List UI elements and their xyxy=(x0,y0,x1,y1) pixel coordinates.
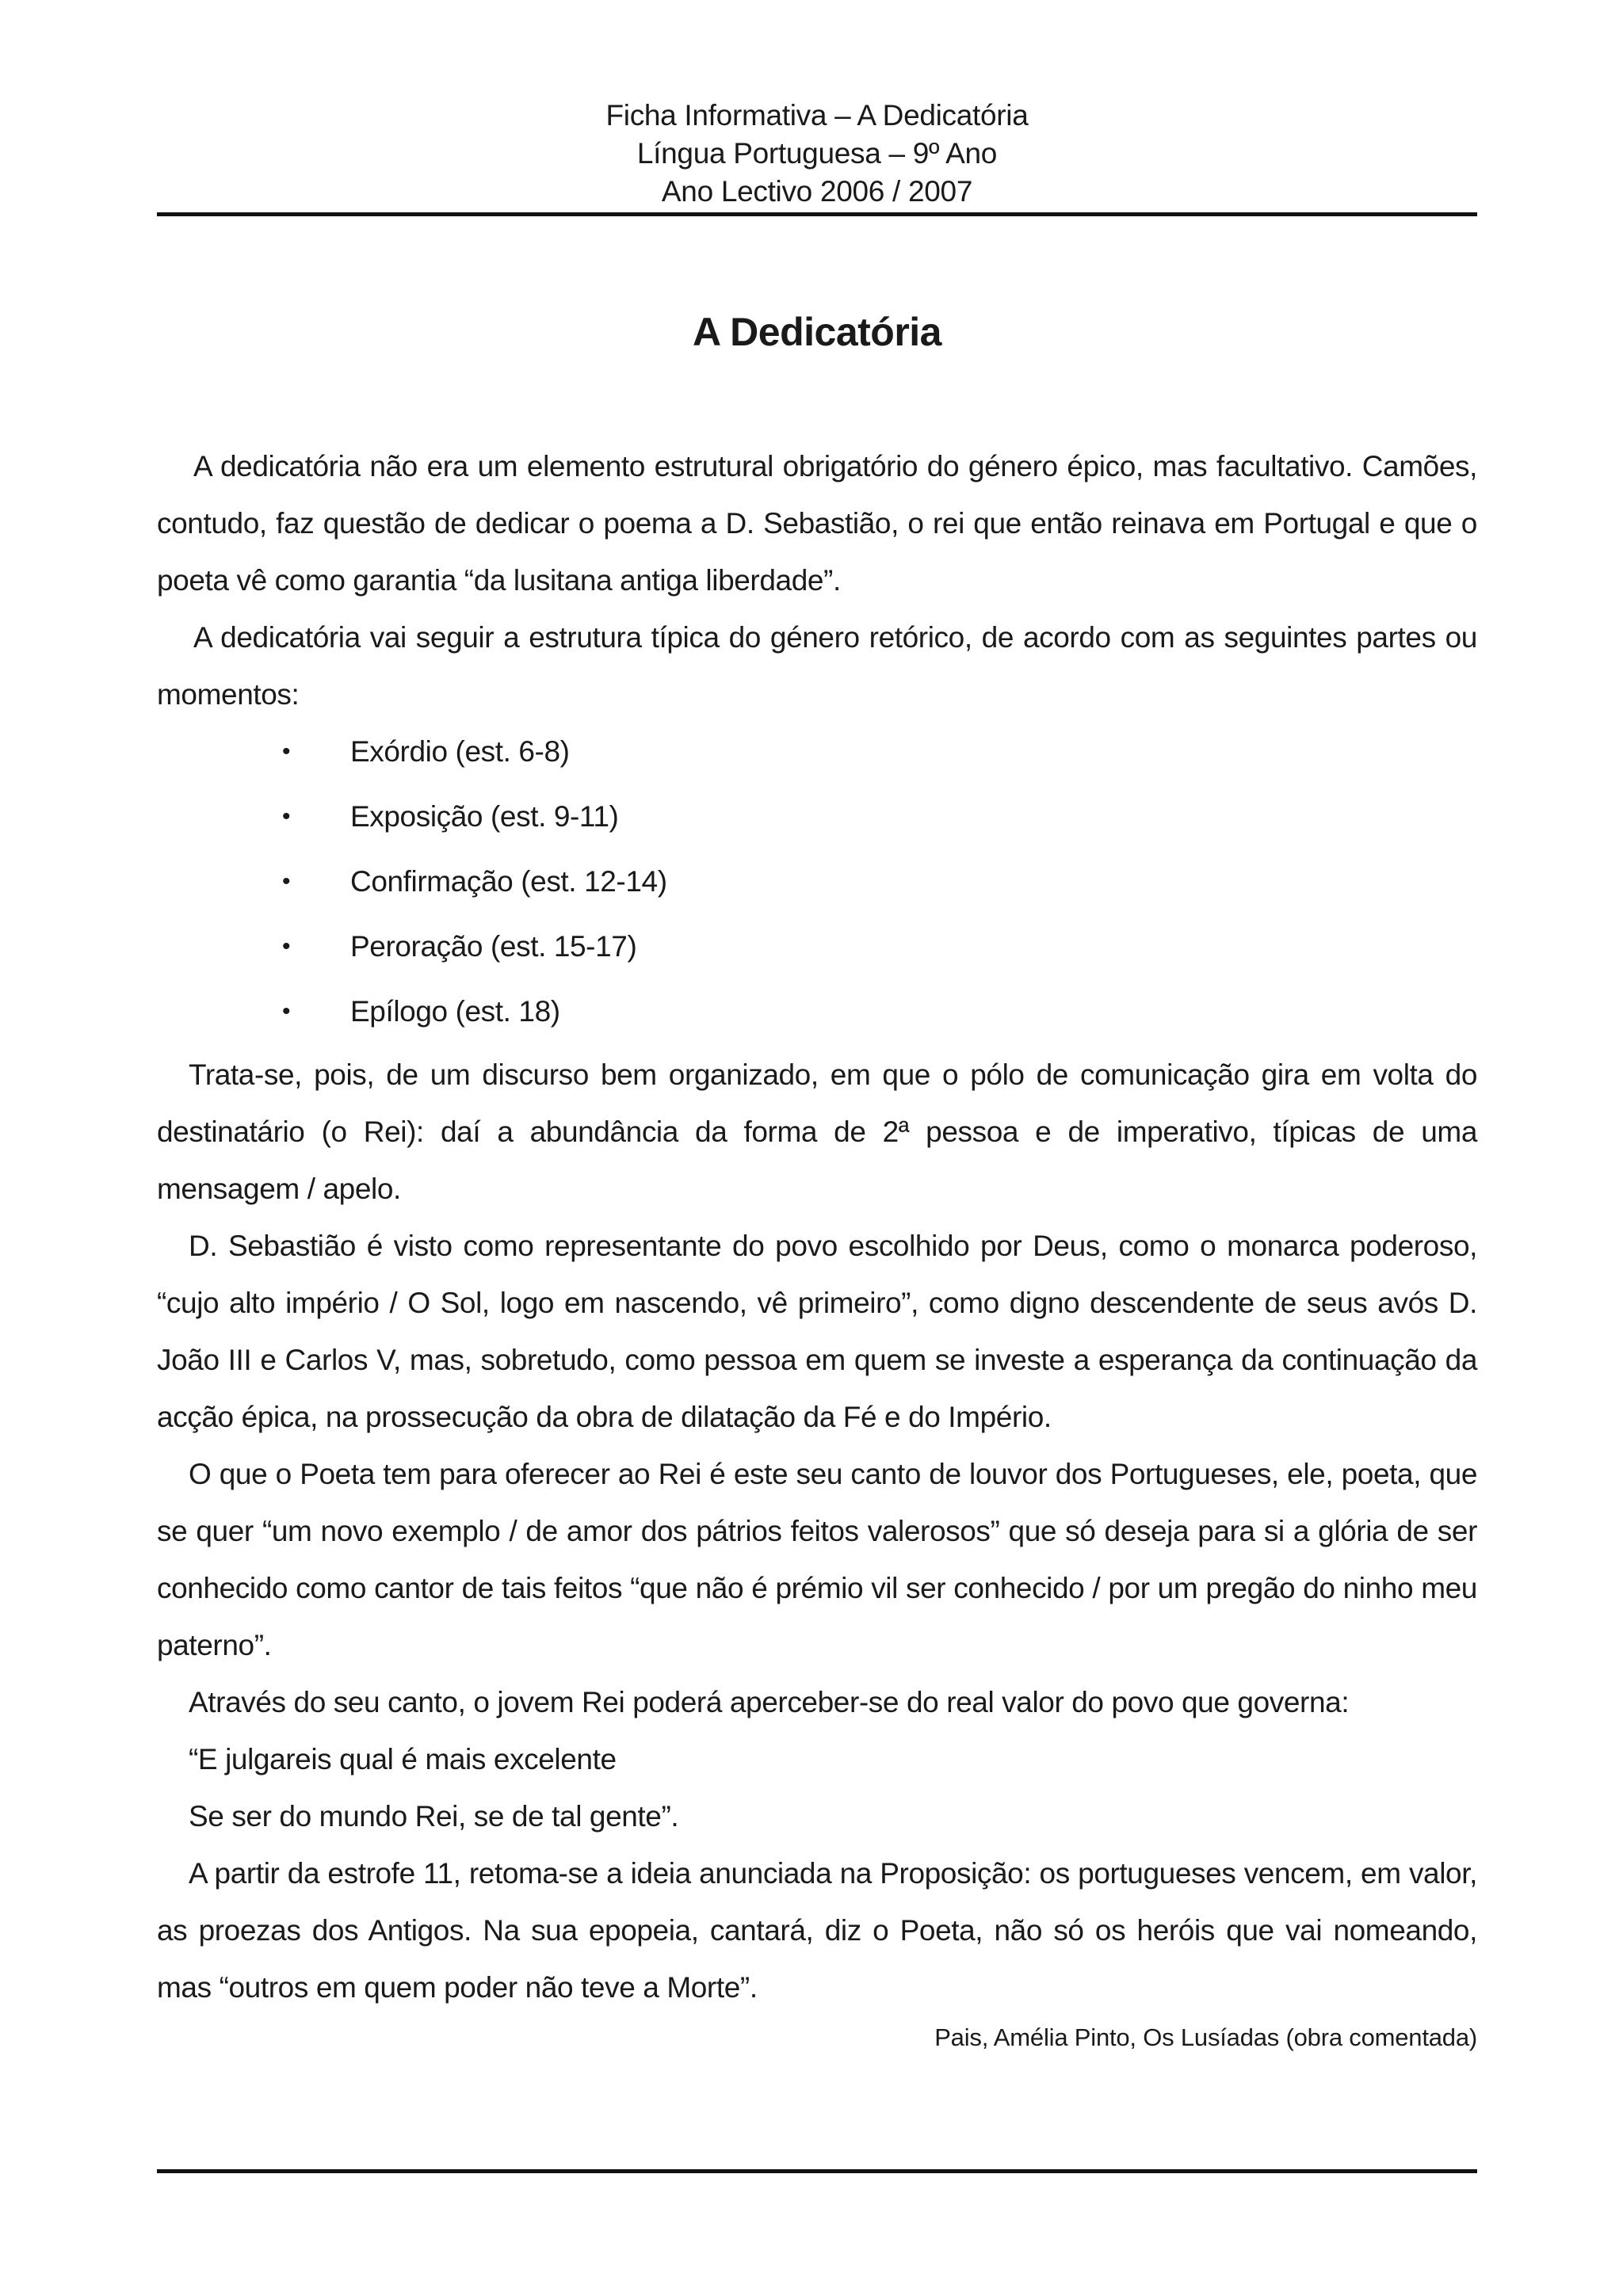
bullet-icon: • xyxy=(281,998,291,1024)
header-subject: Língua Portuguesa – 9º Ano xyxy=(636,137,998,170)
header-school-year: Ano Lectivo 2006 / 2007 xyxy=(661,175,973,208)
list-item-text: Peroração (est. 15-17) xyxy=(350,930,637,963)
list-item xyxy=(157,793,1477,858)
document-body xyxy=(157,438,1477,2059)
list-item xyxy=(157,988,1477,1053)
rhetorical-parts-list xyxy=(157,728,1477,1053)
list-item-text: Epílogo (est. 18) xyxy=(350,995,560,1028)
paragraph-strophe-11: A partir da estrofe 11, retoma-se a ideia anunciada na Proposição: os portugueses vencem, em valor, as proezas dos Antigos. Na sua epopeia, cantará, diz o Poeta, não só os heróis que vai nomeando, mas “outros em quem poder não teve a Morte”. xyxy=(157,1857,1477,2004)
header-divider xyxy=(157,212,1477,216)
paragraph-poet-offer: O que o Poeta tem para oferecer ao Rei é este seu canto de louvor dos Portugueses, ele, poeta, que se quer “um novo exemplo / de amor dos pátrios feitos valerosos” que só deseja para si a glória de ser conhecido como cantor de tais feitos “que não é prémio vil ser conhecido / por um pregão do ninho meu paterno”. xyxy=(157,1458,1477,1661)
verse-line-1: “E julgareis qual é mais excelente xyxy=(189,1743,617,1775)
bullet-icon: • xyxy=(281,868,291,894)
list-item-text: Confirmação (est. 12-14) xyxy=(350,865,667,898)
paragraph-intro-1: A dedicatória não era um elemento estrutural obrigatório do género épico, mas facultativo. Camões, contudo, faz questão de dedicar o poema a D. Sebastião, o rei que então reinava em Portugal e que o poeta vê como garantia “da lusitana antiga liberdade”. xyxy=(157,450,1477,597)
source-citation: Pais, Amélia Pinto, Os Lusíadas (obra comentada) xyxy=(934,2023,1477,2051)
paragraph-discourse: Trata-se, pois, de um discurso bem organizado, em que o pólo de comunicação gira em volta do destinatário (o Rei): daí a abundância da forma de 2ª pessoa e de imperativo, típicas de uma mensagem / apelo. xyxy=(157,1058,1477,1205)
list-item-text: Exórdio (est. 6-8) xyxy=(350,735,570,768)
bullet-icon: • xyxy=(281,933,291,959)
paragraph-intro-2: A dedicatória vai seguir a estrutura típica do género retórico, de acordo com as seguintes partes ou momentos: xyxy=(157,621,1477,711)
bullet-icon: • xyxy=(281,803,291,830)
list-item xyxy=(157,728,1477,793)
verse-line-2: Se ser do mundo Rei, se de tal gente”. xyxy=(189,1800,679,1833)
paragraph-sebastiao: D. Sebastião é visto como representante do povo escolhido por Deus, como o monarca poderoso, “cujo alto império / O Sol, logo em nascendo, vê primeiro”, como digno descendente de seus avós D. João III e Carlos V, mas, sobretudo, como pessoa em quem se investe a esperança da continuação da acção épica, na prossecução da obra de dilatação da Fé e do Império. xyxy=(157,1230,1477,1433)
header-worksheet-title: Ficha Informativa – A Dedicatória xyxy=(605,99,1029,132)
footer-divider xyxy=(157,2169,1477,2173)
list-item-text: Exposição (est. 9-11) xyxy=(350,800,619,833)
list-item xyxy=(157,923,1477,988)
bullet-icon: • xyxy=(281,738,291,765)
paragraph-canto: Através do seu canto, o jovem Rei poderá aperceber-se do real valor do povo que governa: xyxy=(189,1686,1350,1718)
list-item xyxy=(157,858,1477,923)
page-title: A Dedicatória xyxy=(693,310,941,354)
document-page xyxy=(157,0,1477,2296)
document-header xyxy=(157,97,1477,211)
